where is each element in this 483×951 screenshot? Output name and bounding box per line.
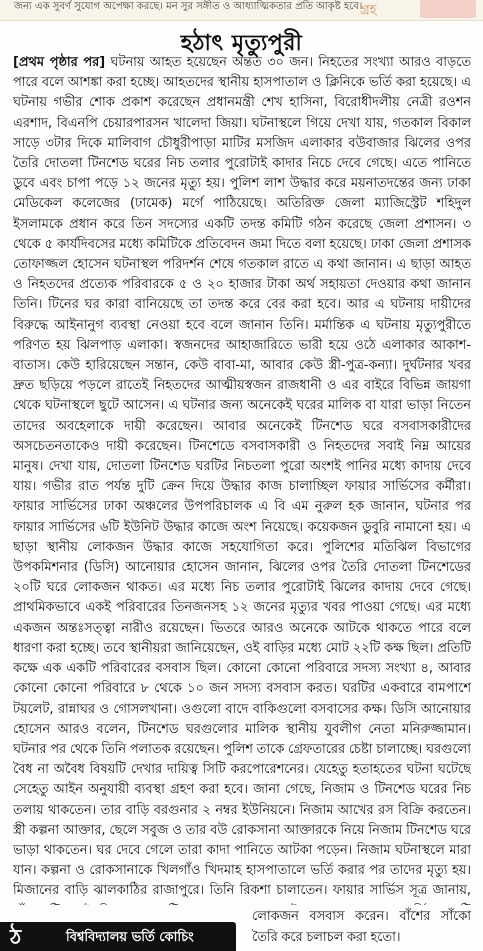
horoscope-text: জন্য এক সুবর্ণ সুযোগ অপেক্ষা করছে। মন সুর সঙ্গীত ও আধ্যাত্মিকতার প্রতি আকৃষ্ট হবে। (14, 1, 363, 12)
strip-logo: গ্রহ (360, 3, 377, 18)
article-tail (252, 906, 471, 948)
top-strip (0, 0, 483, 21)
coaching-ad (0, 922, 236, 951)
strip-badge (420, 0, 476, 18)
article-tail-text: লোকজন বসবাস করেন। বাঁশের সাঁকো তৈরি করে চলাচল করা হতো। (252, 909, 471, 945)
headline: হঠাৎ মৃত্যুপুরী (180, 31, 303, 56)
article-paragraph (13, 53, 471, 905)
ad-title: বিশ্ববিদ্যালয় ভর্তি কোচিং (66, 930, 194, 945)
ad-logo-icon: ঠ (10, 924, 22, 949)
article-body (13, 53, 471, 905)
continued-from-marker: [প্রথম পৃষ্ঠার পর] (13, 55, 106, 70)
article-text: ঘটনায় আহত হয়েছেন অন্তত ৩০ জন। নিহতের সংখ্যা আরও বাড়তে পারে বলে আশঙ্কা করা হচ্ছে। আহতদের স্থানীয় হাসপাতাল ও ক্লিনিকে ভর্তি করা হয়েছে। এ ঘটনায় গভীর শোক প্রকাশ করেছেন প্রধানমন্ত্রী শেখ হাসিনা, বিরোধীদলীয় নেত্রী রওশন এরশাদ, বিএনপি চেয়ারপারসন খালেদা জিয়া। ঘটনাস্থলে গিয়ে দেখা যায়, গতকাল বিকাল সাড়ে ৩টার দিকে মালিবাগ চৌধুরীপাড়া মাটির মসজিদ এলাকার বউবাজার ঝিলের ওপর তৈরি দোতলা টিনশেড ঘরের নিচ তলার পুরোটাই কাদার নিচে দেবে গেছে। এতে পানিতে ডুবে এবং চাপা পড়ে ১২ জনের মৃত্যু হয়। পুলিশ লাশ উদ্ধার করে ময়নাতদন্তের জন্য ঢাকা মেডিকেল কলেজের (ঢামেক) মর্গে পাঠিয়েছে। অতিরিক্ত জেলা ম্যাজিস্ট্রেট শহিদুল ইসলামকে প্রধান করে তিন সদস্যের একটি তদন্ত কমিটি গঠন করেছে জেলা প্রশাসন। ৩ থেকে ৫ কার্যদিবসের মধ্যে কমিটিকে প্রতিবেদন জমা দিতে বলা হয়েছে। ঢাকা জেলা প্রশাসক তোফাজ্জল হোসেন ঘটনাস্থল পরিদর্শন শেষে গতকাল রাতে এ কথা জানান। এ ছাড়া আহত ও নিহতদের প্রত্যেক পরিবারকে ৫ ও ২০ হাজার টাকা অর্থ সহায়তা দেওয়ার কথা জানান তিনি। টিনের ঘর কারা বানিয়েছে তা তদন্ত করে বের করা হবে। আর এ ঘটনায় দায়ীদের বিরুদ্ধে আইনানুগ ব্যবস্থা নেওয়া হবে বলে জানান তিনি। মর্মান্তিক এ ঘটনায় মৃত্যুপুরীতে পরিণত হয় ঝিলপাড় এলাকা। স্বজনদের আহাজারিতে ভারী হয়ে ওঠে এলাকার আকাশ-বাতাস। কেউ হারিয়েছেন সন্তান, কেউ বাবা-মা, আবার কেউ স্ত্রী-পুত্র-কন্যা। দুর্ঘটনার খবর দ্রুত ছড়িয়ে পড়লে রাতেই নিহতদের আত্মীয়স্বজন রাজধানী ও এর বাইরে বিভিন্ন জায়গা থেকে ঘটনাস্থলে ছুটে আসেন। এ ঘটনার জন্য অনেকেই ঘরের মালিক বা যারা ভাড়া নিতেন তাদের অবহেলাকে দায়ী করেছেন। আবার অনেকেই টিনশেড ঘরে বসবাসকারীদের অসচেতনতাকেও দায়ী করেছেন। টিনশেডে বসবাসকারী ও নিহতদের সবাই নিম্ন আয়ের মানুষ। দেখা যায়, দোতলা টিনশেড ঘরটির নিচতলা পুরো অংশই পানির মধ্যে কাদায় দেবে যায়। গভীর রাত পর্যন্ত দুটি ক্রেন দিয়ে উদ্ধার কাজ চালাচ্ছিল ফায়ার সার্ভিসের কর্মীরা। ফায়ার সার্ভিসের ঢাকা অঞ্চলের উপপরিচালক এ বি এম নুরুল হক জানান, ঘটনার পর ফায়ার সার্ভিসের ৬টি ইউনিট উদ্ধার কাজে অংশ নিয়েছে। কয়েকজন ডুবুরি নামানো হয়। এ ছাড়া স্থানীয় লোকজন উদ্ধার কাজে সহযোগিতা করে। পুলিশের মতিঝিল বিভাগের উপকমিশনার (ডিসি) আনোয়ার হোসেন জানান, ঝিলের ওপর তৈরি দোতলা টিনশেডের ২০টি ঘরে লোকজন থাকত। এর মধ্যে নিচ তলার পুরোটাই ঝিলের কাদায় দেবে গেছে। প্রাথমিকভাবে একই পরিবারের তিনজনসহ ১২ জনের মৃত্যুর খবর পাওয়া গেছে। এর মধ্যে একজন অন্তঃসত্ত্বা নারীও রয়েছেন। ভিতরে আরও অনেকে আটকে থাকতে পারে বলে ধারণা করা হচ্ছে। তবে স্থানীয়রা জানিয়েছেন, ওই বাড়ির মধ্যে মোট ২২টি কক্ষ ছিল। প্রতিটি কক্ষে এক একটি পরিবারের বসবাস ছিল। কোনো কোনো পরিবারে সদস্য সংখ্যা ৪, আবার কোনো কোনো পরিবারে ৮ থেকে ১০ জন সদস্য বসবাস করত। ঘরটির একবারে বামপাশে টয়লেট, রান্নাঘর ও গোসলখানা। ওগুলো বাদে বাকিগুলো বসবাসের কক্ষ। ডিসি আনোয়ার হোসেন আরও বলেন, টিনশেড ঘরগুলোর মালিক স্থানীয় যুবলীগ নেতা মনিরুজ্জামান। ঘটনার পর থেকে তিনি পলাতক রয়েছেন। পুলিশ তাকে গ্রেফতারের চেষ্টা চালাচ্ছে। ঘরগুলো বৈধ না অবৈধ বিষয়টি দেখার দায়িত্ব সিটি করপোরেশনের। যেহেতু হতাহতের ঘটনা ঘটেছে সেহেতু আইন অনুযায়ী ব্যবস্থা গ্রহণ করা হবে। জানা গেছে, নিজাম ও টিনশেড ঘরের নিচ তলায় থাকতেন। তার বাড়ি বরগুনার ২ নম্বর ইউনিয়নে। নিজাম আখের রস বিক্রি করতেন। স্ত্রী কল্পনা আক্তার, ছেলে সবুজ ও তার বউ রোকসানা আক্তারকে নিয়ে নিজাম টিনশেড ঘরে ভাড়া থাকতেন। ঘর দেবে গেলে তারা কাদা পানিতে আটকা পড়েন। নিজাম ঘটনাস্থলে মারা যান। কল্পনা ও রোকসানাকে খিলগাঁও খিদমাহ হাসপাতালে ভর্তি করার পর তাদের মৃত্যু হয়। মিজানের বাড়ি ঝালকাঠির রাজাপুরে। তিনি রিকশা চালাতেন। ফায়ার সার্ভিস সূত্র জানায়, (13, 55, 471, 899)
